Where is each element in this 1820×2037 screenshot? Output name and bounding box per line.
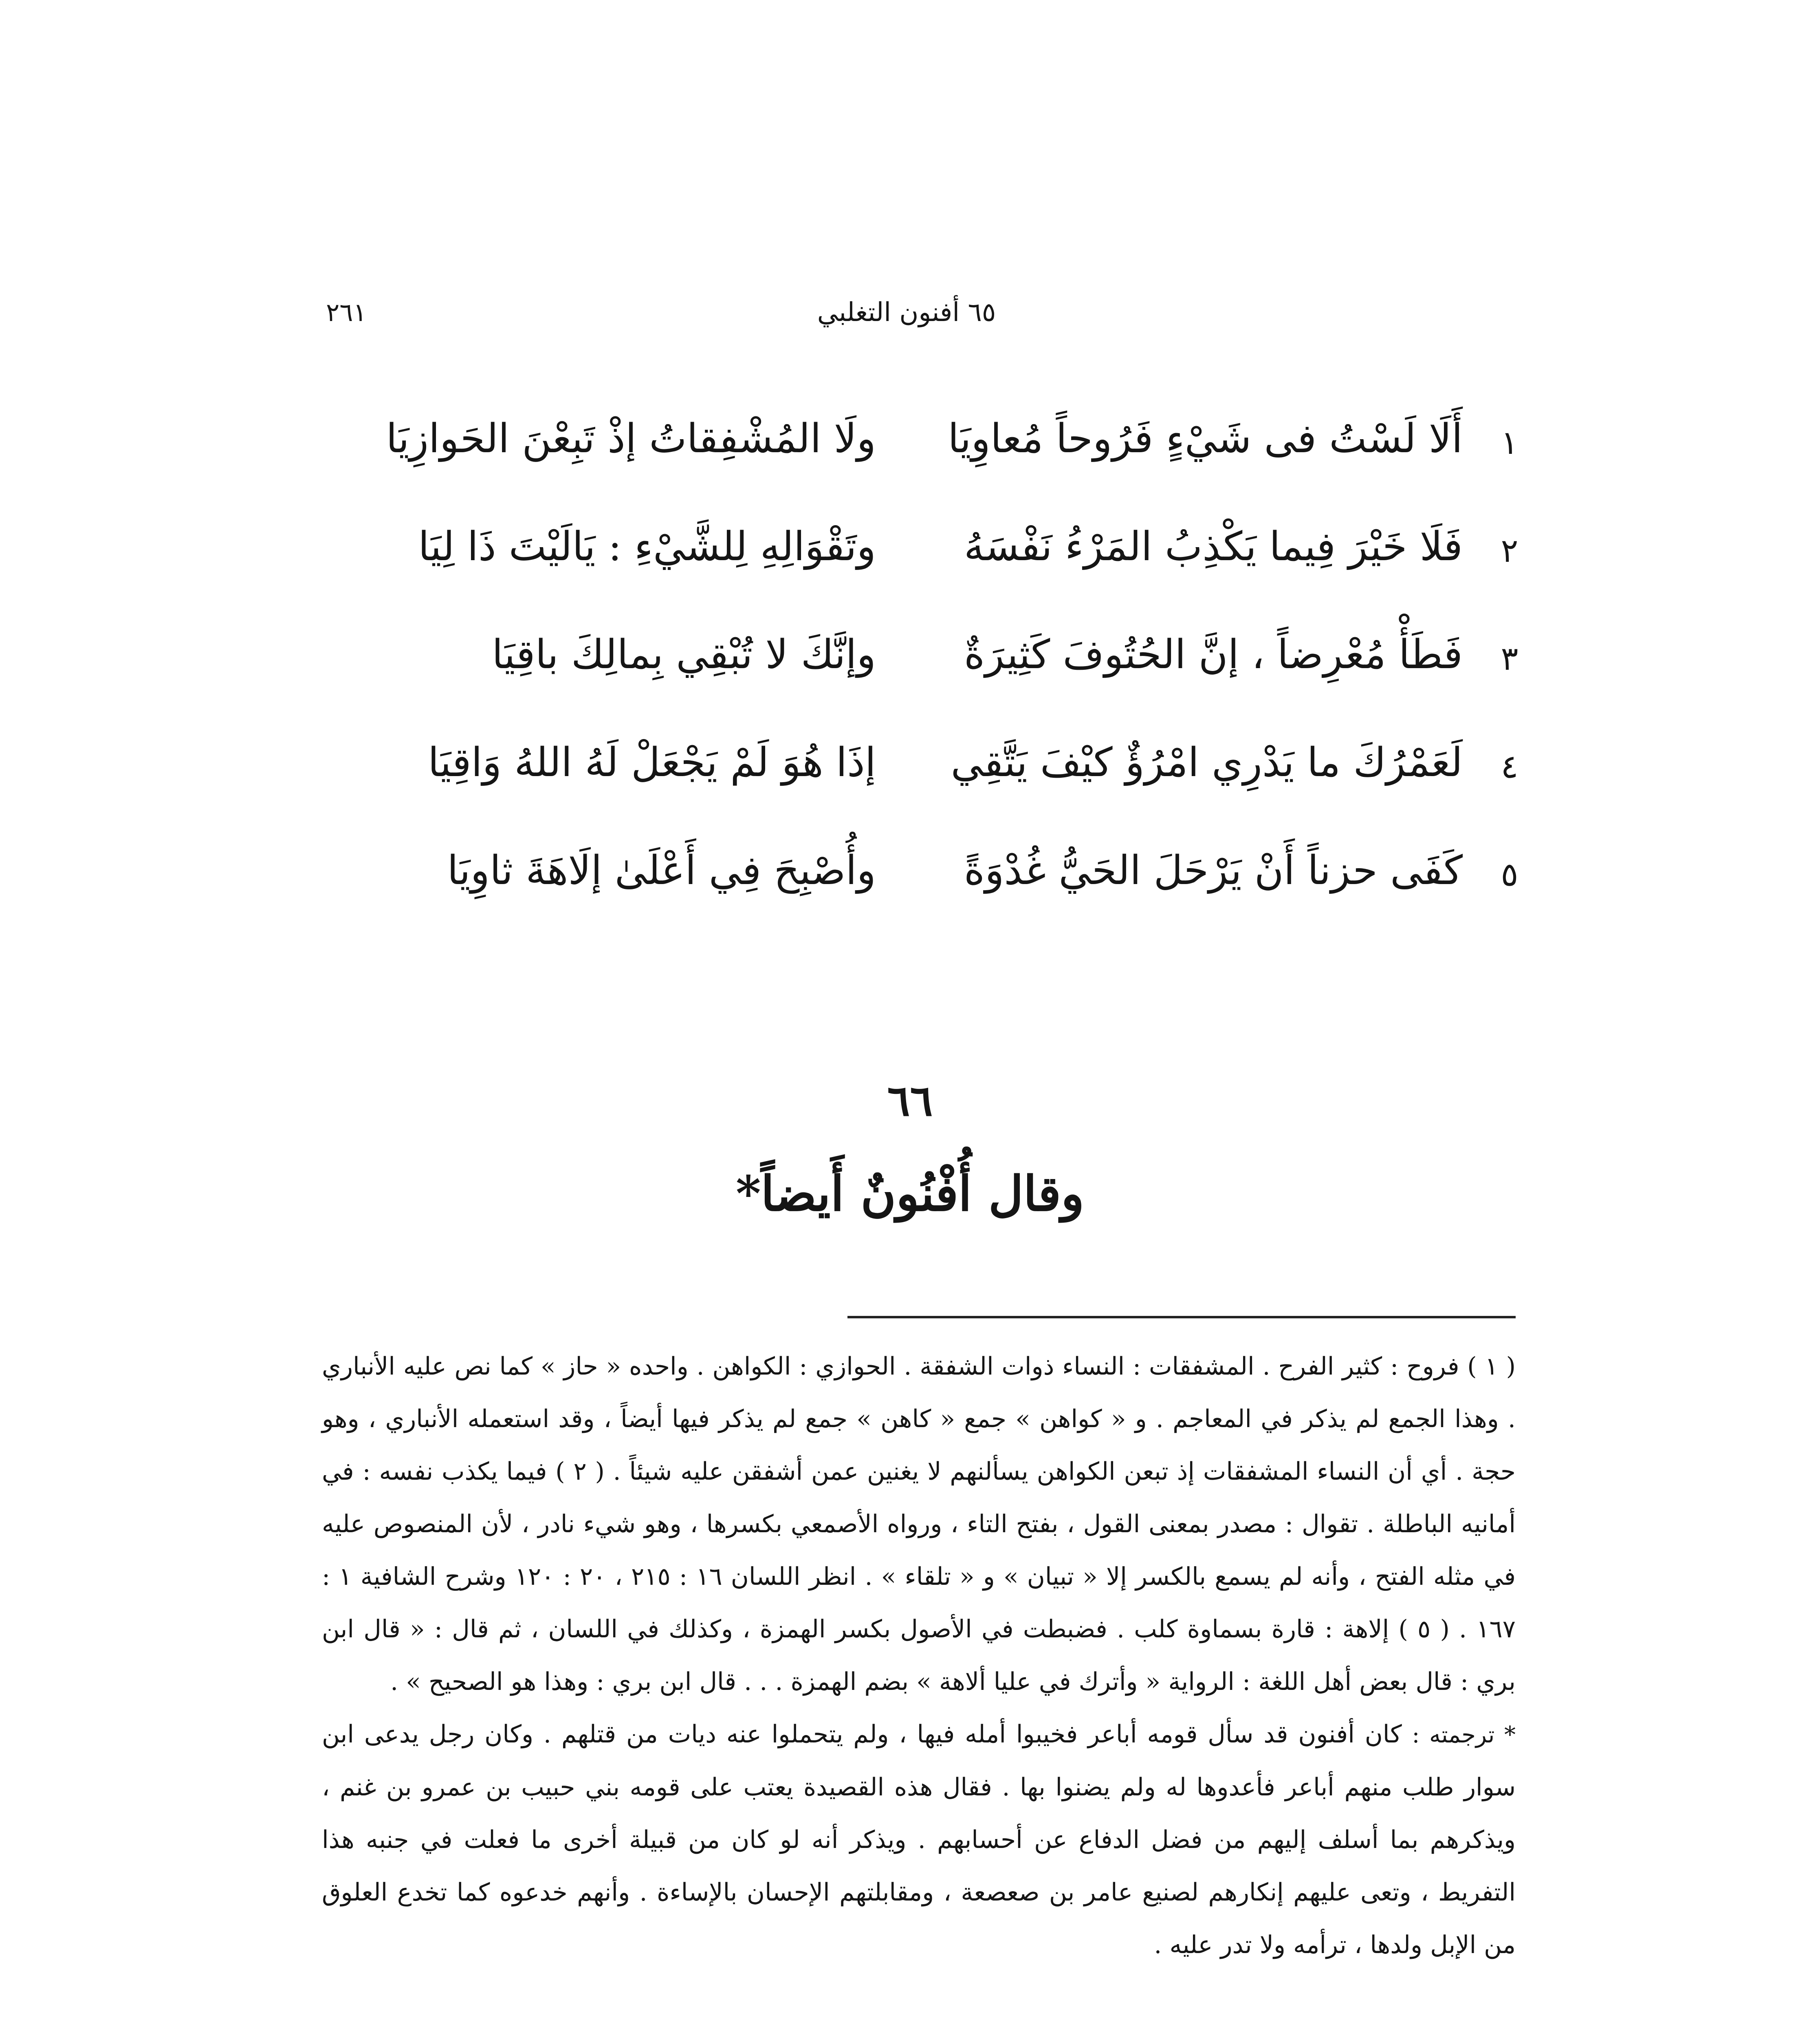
next-poem-number: ٦٦ — [887, 1076, 933, 1126]
verse-second-hemistich: إذَا هُوَ لَمْ يَجْعَلْ لَهُ اللهُ وَاقِيَا — [428, 739, 876, 786]
page-number: ٢٦١ — [326, 297, 367, 327]
verse-second-hemistich: وأُصْبِحَ فِي أَعْلَىٰ إلَاهَةَ ثاوِيَا — [447, 847, 876, 894]
footnote-paragraph: ( ١ ) فروح : كثير الفرح . المشفقات : النساء ذوات الشفقة . الحوازي : الكواهن . واحده « حاز » كما نص عليه الأنباري . وهذا الجمع لم يذكر في المعاجم . و « كواهن » جمع « كاهن » جمع لم يذكر فيها أيضاً ، وقد استعمله الأنباري ، وهو حجة . أي أن النساء المشفقات إذ تبعن الكواهن يسألنهم لا يغنين عمن أشفقن عليه شيئاً . ( ٢ ) فيما يكذب نفسه : في أمانيه الباطلة . تقوال : مصدر بمعنى القول ، بفتح التاء ، ورواه الأصمعي بكسرها ، وهو شيء نادر ، لأن المنصوص عليه في مثله الفتح ، وأنه لم يسمع بالكسر إلا « تبيان » و « تلقاء » . انظر اللسان ١٦ : ٢١٥ ، ٢٠ : ١٢٠ وشرح الشافية ١ : ١٦٧ . ( ٥ ) إلاهة : قارة بسماوة كلب . فضبطت في الأصول بكسر الهمزة ، وكذلك في اللسان ، ثم قال : « قال ابن بري : قال بعض أهل اللغة : الرواية « وأترك في عليا ألاهة » بضم الهمزة . . . قال ابن بري : وهذا هو الصحيح » . — [322, 1352, 1516, 1696]
footnote-divider — [847, 1316, 1516, 1318]
verse-second-hemistich: وتَقْوَالِهِ لِلشَّيْءِ : يَالَيْتَ ذَا لِيَا — [418, 524, 876, 570]
footnotes — [322, 1340, 1516, 1971]
verse-first-hemistich: أَلَا لَسْتُ فى شَيْءٍ فَرُوحاً مُعاوِيَا — [948, 416, 1463, 462]
verse-first-hemistich: لَعَمْرُكَ ما يَدْرِي امْرُؤٌ كيْفَ يَتَّقِي — [951, 739, 1463, 786]
verse-first-hemistich: فَلَا خَيْرَ فِيما يَكْذِبُ المَرْءُ نَفْسَهُ — [964, 524, 1463, 570]
translation-note — [322, 1708, 1516, 1971]
verse-number: ٤ — [1501, 748, 1519, 785]
poem — [367, 411, 1528, 982]
verse — [367, 843, 1528, 951]
verse-first-hemistich: فَطَأْ مُعْرِضاً ، إنَّ الحُتُوفَ كَثِيرَةٌ — [964, 631, 1463, 678]
verse-number: ٢ — [1501, 532, 1519, 570]
running-header — [326, 297, 1487, 346]
verse — [367, 411, 1528, 519]
verse-number: ٣ — [1501, 640, 1519, 678]
verse — [367, 519, 1528, 627]
verse — [367, 627, 1528, 735]
next-poem-heading: وقال أُفْنُونٌ أَيضاً* — [735, 1165, 1085, 1222]
verse — [367, 735, 1528, 843]
verse-first-hemistich: كَفَى حزناً أَنْ يَرْحَلَ الحَيُّ غُدْوَةً — [964, 847, 1463, 894]
translation-marker: * ترجمته : — [1412, 1722, 1516, 1748]
verse-number: ١ — [1501, 424, 1519, 462]
translation-text: كان أفنون قد سأل قومه أباعر فخيبوا أمله فيها ، ولم يتحملوا عنه ديات من قتلهم . وكان رجل يدعى ابن سوار طلب منهم أباعر فأعدوها له ولم يضنوا بها . فقال هذه القصيدة يعتب على قومه بني حبيب بن عمرو بن غنم ، ويذكرهم بما أسلف إليهم من فضل الدفاع عن أحسابهم . ويذكر أنه لو كان من قبيلة أخرى ما فعلت في جنبه هذا التفريط ، وتعى عليهم إنكارهم لصنيع عامر بن صعصعة ، ومقابلتهم الإحسان بالإساءة . وأنهم خدعوه كما تخدع العلوق من الإبل ولدها ، ترأمه ولا تدر عليه . — [322, 1720, 1516, 1959]
running-title: ٦٥ أفنون التغلبي — [817, 297, 996, 328]
verse-second-hemistich: ولَا المُشْفِقاتُ إذْ تَبِعْنَ الحَوازِيَا — [386, 416, 876, 462]
verse-number: ٥ — [1501, 856, 1519, 893]
verse-second-hemistich: وإنَّكَ لا تُبْقِي بِمالِكَ باقِيَا — [492, 631, 876, 678]
